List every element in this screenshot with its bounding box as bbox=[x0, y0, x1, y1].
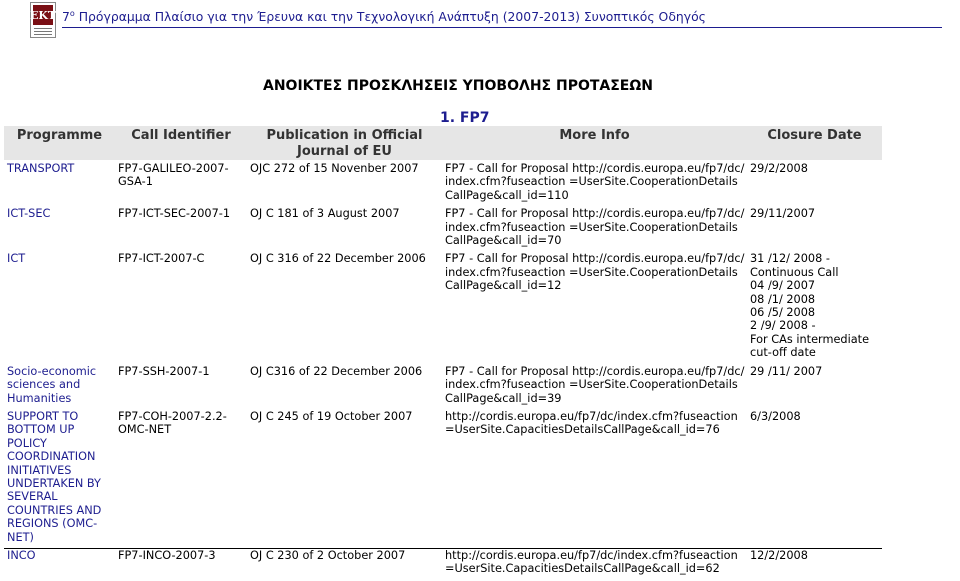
cell-more-info-link[interactable]: FP7 - Call for Proposal http://cordis.europa.eu/fp7/dc/index.cfm?fuseaction =UserSite.CooperationDetailsCallPage&call_id=12 bbox=[445, 252, 745, 293]
closure-date-line: 29/11/2007 bbox=[750, 207, 816, 221]
table-row bbox=[4, 365, 882, 410]
cell-call-identifier: FP7-GALILEO-2007-GSA-1 bbox=[118, 162, 229, 189]
closure-date-line: 31 /12/ 2008 - bbox=[750, 252, 830, 266]
ekt-logo bbox=[30, 2, 56, 38]
closure-date-line: 08 /1/ 2008 bbox=[750, 292, 816, 306]
calls-table bbox=[4, 126, 882, 581]
table-row bbox=[4, 252, 882, 364]
cell-more-info-link[interactable]: http://cordis.europa.eu/fp7/dc/index.cfm?fuseaction =UserSite.CapacitiesDetailsCallPage&call_id=62 bbox=[445, 548, 738, 576]
closure-date-line: 6/3/2008 bbox=[750, 409, 801, 423]
cell-more-info-link[interactable]: FP7 - Call for Proposal http://cordis.europa.eu/fp7/dc/index.cfm?fuseaction =UserSite.CooperationDetailsCallPage&call_id=110 bbox=[445, 162, 745, 202]
cell-programme: INCO bbox=[7, 548, 36, 562]
cell-publication: OJ C 245 of 19 October 2007 bbox=[250, 409, 413, 423]
closure-date-line: 29/2/2008 bbox=[750, 162, 808, 175]
col-header-call-identifier: Call Identifier bbox=[115, 126, 247, 160]
table-row bbox=[4, 207, 882, 252]
cell-closure-date bbox=[747, 252, 882, 364]
cell-closure-date bbox=[747, 365, 882, 410]
page-title: ΑΝΟΙΚΤΕΣ ΠΡΟΣΚΛΗΣΕΙΣ ΥΠΟΒΟΛΗΣ ΠΡΟΤΑΣΕΩΝ bbox=[262, 78, 653, 94]
cell-closure-date bbox=[747, 207, 882, 252]
cell-more-info-link[interactable]: http://cordis.europa.eu/fp7/dc/index.cfm?fuseaction =UserSite.CapacitiesDetailsCallPage&call_id=76 bbox=[445, 409, 738, 437]
section-title: 1. FP7 bbox=[440, 110, 490, 126]
table-header-row bbox=[4, 126, 882, 160]
cell-publication: OJC 272 of 15 Novenber 2007 bbox=[250, 162, 419, 175]
cell-programme: ICT-SEC bbox=[7, 207, 51, 221]
cell-call-identifier: FP7-ICT-2007-C bbox=[118, 252, 205, 266]
col-header-more-info: More Info bbox=[442, 126, 747, 160]
col-header-programme: Programme bbox=[4, 126, 115, 160]
ekt-logo-lines bbox=[34, 28, 52, 37]
closure-date-line: 06 /5/ 2008 bbox=[750, 306, 816, 320]
cell-publication: OJ C316 of 22 December 2006 bbox=[250, 364, 423, 378]
cell-closure-date bbox=[747, 549, 882, 581]
cell-publication: OJ C 230 of 2 October 2007 bbox=[250, 548, 406, 562]
cell-call-identifier: FP7-ICT-SEC-2007-1 bbox=[118, 207, 231, 221]
cell-call-identifier: FP7-SSH-2007-1 bbox=[118, 364, 210, 378]
col-header-closure-date: Closure Date bbox=[747, 126, 882, 160]
table-row bbox=[4, 410, 882, 549]
header-sup: ο bbox=[69, 9, 75, 18]
col-header-publication: Publication in Official Journal of EU bbox=[247, 126, 442, 160]
table-row bbox=[4, 160, 882, 207]
cell-more-info-link[interactable]: FP7 - Call for Proposal http://cordis.europa.eu/fp7/dc/index.cfm?fuseaction =UserSite.CooperationDetailsCallPage&call_id=39 bbox=[445, 364, 745, 405]
header-prefix: 7 bbox=[62, 9, 70, 25]
cell-publication: OJ C 316 of 22 December 2006 bbox=[250, 252, 426, 266]
closure-date-line: 12/2/2008 bbox=[750, 548, 808, 562]
closure-date-line: cut-off date bbox=[750, 346, 816, 360]
table-row bbox=[4, 549, 882, 581]
cell-closure-date bbox=[747, 410, 882, 549]
cell-closure-date bbox=[747, 160, 882, 207]
cell-programme: Socio-economic sciences and Humanities bbox=[7, 364, 97, 405]
table-bottom-divider bbox=[4, 548, 882, 549]
cell-call-identifier: FP7-INCO-2007-3 bbox=[118, 548, 216, 562]
header-rest: Πρόγραμμα Πλαίσιο για την Έρευνα και την Τεχνολογική Ανάπτυξη (2007-2013) Συνοπτικός Οδηγός bbox=[74, 9, 706, 25]
cell-more-info-link[interactable]: FP7 - Call for Proposal http://cordis.europa.eu/fp7/dc/index.cfm?fuseaction =UserSite.CooperationDetailsCallPage&call_id=70 bbox=[445, 207, 745, 248]
closure-date-line: Continuous Call bbox=[750, 265, 839, 279]
cell-programme: SUPPORT TO BOTTOM UP POLICY COORDINATION INITIATIVES UNDERTAKEN BY SEVERAL COUNTRIES AND REGIONS (OMC-NET) bbox=[7, 409, 102, 544]
header-divider bbox=[62, 27, 942, 28]
closure-date-line: 2 /9/ 2008 - bbox=[750, 319, 816, 333]
closure-date-line: For CAs intermediate bbox=[750, 332, 870, 346]
document-header bbox=[62, 9, 706, 24]
ekt-logo-mark: EKT bbox=[33, 5, 53, 25]
cell-publication: OJ C 181 of 3 August 2007 bbox=[250, 207, 400, 221]
closure-date-line: 04 /9/ 2007 bbox=[750, 279, 816, 293]
cell-call-identifier: FP7-COH-2007-2.2-OMC-NET bbox=[118, 409, 227, 437]
cell-programme: ICT bbox=[7, 252, 26, 266]
cell-programme: TRANSPORT bbox=[7, 162, 75, 175]
closure-date-line: 29 /11/ 2007 bbox=[750, 364, 823, 378]
